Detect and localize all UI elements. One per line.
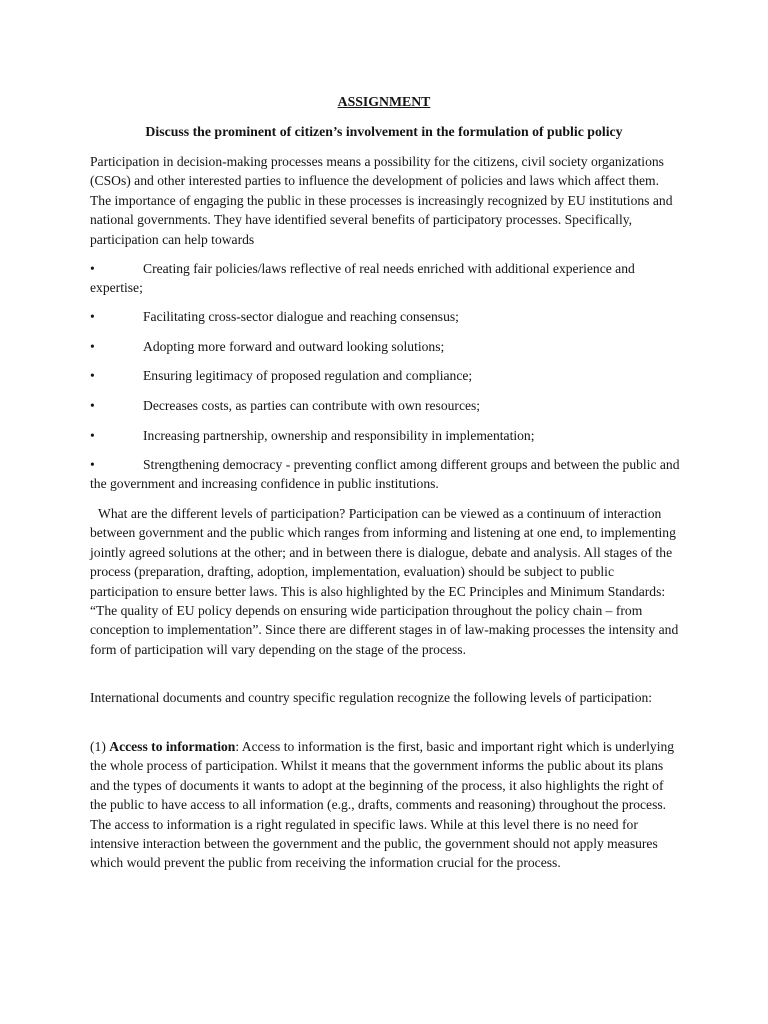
bullet-text: Ensuring legitimacy of proposed regulation and compliance;	[143, 368, 473, 383]
bullet-dot: •	[90, 339, 95, 354]
access-text: : Access to information is the first, basic and important right which is underlying the whole process of participation. Whilst it means that the government informs the public about its plans and the types of documents it wants to adopt at the beginning of the process, it also highlights the right of the public to have access to all information (e.g., drafts, comments and reasoning) throughout the process. The access to information is a right regulated in specific laws. While at this level there is no need for intensive interaction between the government and the public, the government should not apply measures which would prevent the public from receiving the information crucial for the process.	[90, 739, 675, 871]
bullet-item	[90, 426, 680, 445]
bullet-text: Strengthening democracy - preventing conflict among different groups and between the public and the government and increasing confidence in public institutions.	[90, 457, 680, 492]
bullet-text: Decreases costs, as parties can contribute with own resources;	[143, 398, 481, 413]
access-heading: Access to information	[109, 739, 236, 754]
bullet-item	[90, 396, 680, 415]
bullet-item	[90, 366, 680, 385]
bullet-text: Facilitating cross-sector dialogue and reaching consensus;	[143, 309, 459, 324]
access-number: (1)	[90, 739, 106, 754]
bullet-text: Adopting more forward and outward looking solutions;	[143, 339, 445, 354]
levels-paragraph: What are the different levels of participation? Participation can be viewed as a continuum of interaction between government and the public which ranges from informing and listening at one end, to implementing jointly agreed solutions at the other; and in between there is dialogue, debate and analysis. All stages of the process (preparation, drafting, adoption, implementation, evaluation) should be subject to public participation to ensure better laws. This is also highlighted by the EC Principles and Minimum Standards: “The quality of EU policy depends on ensuring wide participation throughout the policy chain – from conception to implementation”. Since there are different stages in of law-making processes the intensity and form of participation will vary depending on the stage of the process.	[90, 506, 679, 657]
bullet-dot: •	[90, 457, 95, 472]
bullet-dot: •	[90, 428, 95, 443]
intro-paragraph: Participation in decision-making processes means a possibility for the citizens, civil society organizations (CSOs) and other interested parties to influence the development of policies and laws which affect them. The importance of engaging the public in these processes is increasingly recognized by EU institutions and national governments. They have identified several benefits of participatory processes. Specifically, participation can help towards	[90, 154, 673, 247]
bullet-text: Creating fair policies/laws reflective of real needs enriched with additional experience and expertise;	[90, 261, 635, 296]
access-to-information-paragraph	[90, 737, 680, 873]
bullet-item	[90, 259, 680, 298]
bullet-dot: •	[90, 368, 95, 383]
document-subtitle: Discuss the prominent of citizen’s involvement in the formulation of public policy	[145, 124, 623, 139]
bullet-dot: •	[90, 261, 95, 276]
bullet-dot: •	[90, 309, 95, 324]
document-title: ASSIGNMENT	[337, 94, 431, 109]
bullet-item	[90, 337, 680, 356]
bullet-item	[90, 455, 680, 494]
bullet-item	[90, 307, 680, 326]
bullet-dot: •	[90, 398, 95, 413]
bullet-text: Increasing partnership, ownership and responsibility in implementation;	[143, 428, 535, 443]
international-paragraph: International documents and country specific regulation recognize the following levels of participation:	[90, 690, 653, 705]
